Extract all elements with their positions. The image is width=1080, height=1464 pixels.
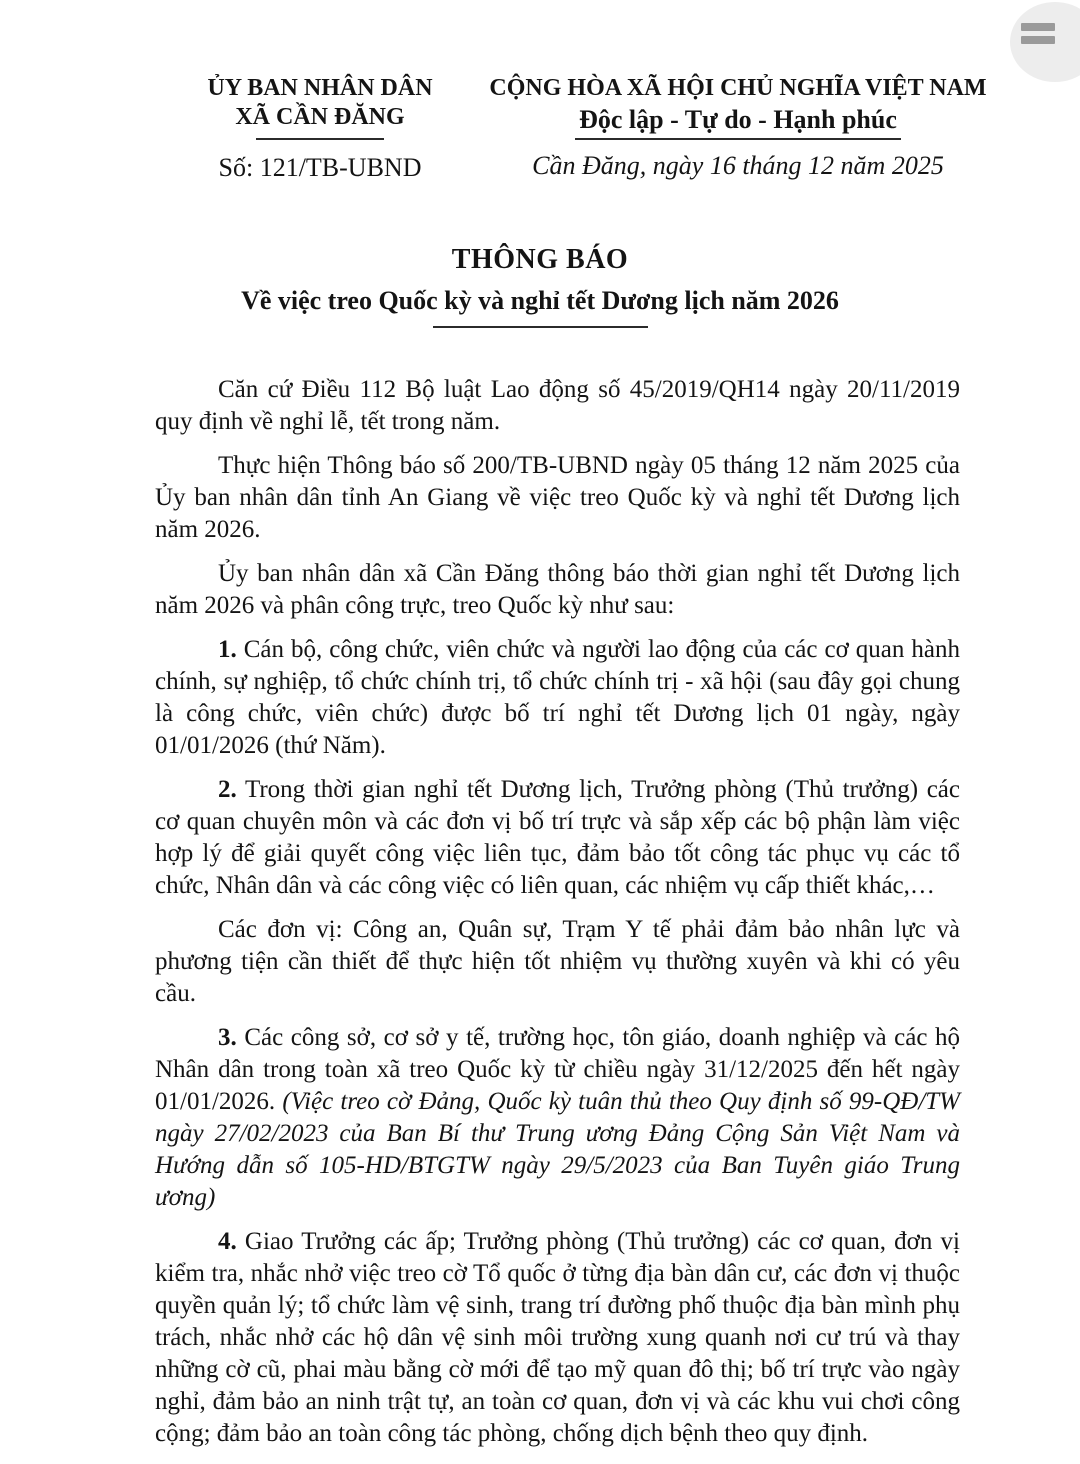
document-number: Số: 121/TB-UBND [218, 153, 422, 182]
issuing-authority-block [180, 74, 460, 183]
item-number: 4. [218, 1228, 237, 1255]
item-number: 3. [218, 1024, 237, 1051]
item-number: 1. [218, 636, 237, 663]
paragraph-text: Cán bộ, công chức, viên chức và người lao động của các cơ quan hành chính, sự nghiệp, tổ chức chính trị, tổ chức chính trị - xã hội (sau đây gọi chung là công chức, viên chức) được bố trí nghỉ tết Dương lịch 01 ngày, ngày 01/01/2026 (thứ Năm). [155, 636, 960, 759]
paragraph-units [155, 914, 960, 1010]
paragraph-item-2 [155, 774, 960, 902]
national-motto: Độc lập - Tự do - Hạnh phúc [575, 105, 901, 140]
document-heading: THÔNG BÁO [451, 244, 629, 275]
paragraph-text: Các đơn vị: Công an, Quân sự, Trạm Y tế phải đảm bảo nhân lực và phương tiện cần thiết để thực hiện tốt nhiệm vụ thường xuyên và khi có yêu cầu. [155, 916, 960, 1007]
item-number: 2. [218, 776, 237, 803]
paragraph-text: Giao Trưởng các ấp; Trưởng phòng (Thủ trưởng) các cơ quan, đơn vị kiểm tra, nhắc nhở việc treo cờ Tổ quốc ở từng địa bàn dân cư, các đơn vị thuộc quyền quản lý; tổ chức làm vệ sinh, trang trí đường phố thuộc địa bàn mình phụ trách, nhắc nhở các hộ dân vệ sinh môi trường xung quanh nơi cư trú và thay những cờ cũ, phai màu bằng cờ mới để tạo mỹ quan đô thị; bố trí trực vào ngày nghỉ, đảm bảo an ninh trật tự, an toàn cơ quan, đơn vị và các khu vui chơi công cộng; đảm bảo an toàn công tác phòng, chống dịch bệnh theo quy định. [155, 1228, 961, 1447]
issuing-authority-line2: XÃ CẦN ĐĂNG [235, 104, 405, 130]
paragraph-text: Trong thời gian nghỉ tết Dương lịch, Trưởng phòng (Thủ trưởng) các cơ quan chuyên môn và các đơn vị bố trí trực và sắp xếp các bộ phận làm việc hợp lý để giải quyết công việc liên tục, đảm bảo tốt công tác phục vụ các tổ chức, Nhân dân và các công việc có liên quan, các nhiệm vụ cấp thiết khác,… [155, 776, 960, 899]
national-motto-block [488, 74, 988, 181]
paragraph-text: Các công sở, cơ sở y tế, trường học, tôn giáo, doanh nghiệp và các hộ Nhân dân trong toàn xã treo Quốc kỳ từ chiều ngày 31/12/2025 đến hết ngày 01/01/2026. [155, 1024, 961, 1115]
national-header-line1: CỘNG HÒA XÃ HỘI CHỦ NGHĨA VIỆT NAM [489, 75, 987, 101]
paragraph-basis-2 [155, 450, 960, 546]
paragraph-item-3 [155, 1022, 960, 1214]
document-subject: Về việc treo Quốc kỳ và nghỉ tết Dương lịch năm 2026 [241, 286, 839, 315]
menu-icon [1021, 36, 1055, 44]
title-underline [433, 326, 648, 328]
issuing-authority-line1: ỦY BAN NHÂN DÂN [207, 75, 433, 101]
paragraph-text: Thực hiện Thông báo số 200/TB-UBND ngày 05 tháng 12 năm 2025 của Ủy ban nhân dân tỉnh An Giang về việc treo Quốc kỳ và nghỉ tết Dương lịch năm 2026. [155, 452, 960, 543]
paragraph-basis-1 [155, 374, 960, 438]
paragraph-item-4 [155, 1226, 960, 1450]
document-title-block [0, 243, 1080, 328]
document-header [0, 0, 1080, 183]
paragraph-text: Căn cứ Điều 112 Bộ luật Lao động số 45/2019/QH14 ngày 20/11/2019 quy định về nghỉ lễ, tết trong năm. [155, 376, 960, 435]
authority-underline [256, 138, 384, 140]
paragraph-text: Ủy ban nhân dân xã Cần Đăng thông báo thời gian nghỉ tết Dương lịch năm 2026 và phân công trực, treo Quốc kỳ như sau: [155, 560, 960, 619]
document-body [155, 374, 960, 1450]
menu-icon [1021, 23, 1055, 31]
place-date-line: Cần Đăng, ngày 16 tháng 12 năm 2025 [532, 151, 944, 180]
paragraph-note-italic: (Việc treo cờ Đảng, Quốc kỳ tuân thủ theo Quy định số 99-QĐ/TW ngày 27/02/2023 của Ban Bí thư Trung ương Đảng Cộng Sản Việt Nam và Hướng dẫn số 105-HD/BTGTW ngày 29/5/2023 của Ban Tuyên giáo Trung ương) [155, 1088, 960, 1211]
paragraph-item-1 [155, 634, 960, 762]
paragraph-intro [155, 558, 960, 622]
